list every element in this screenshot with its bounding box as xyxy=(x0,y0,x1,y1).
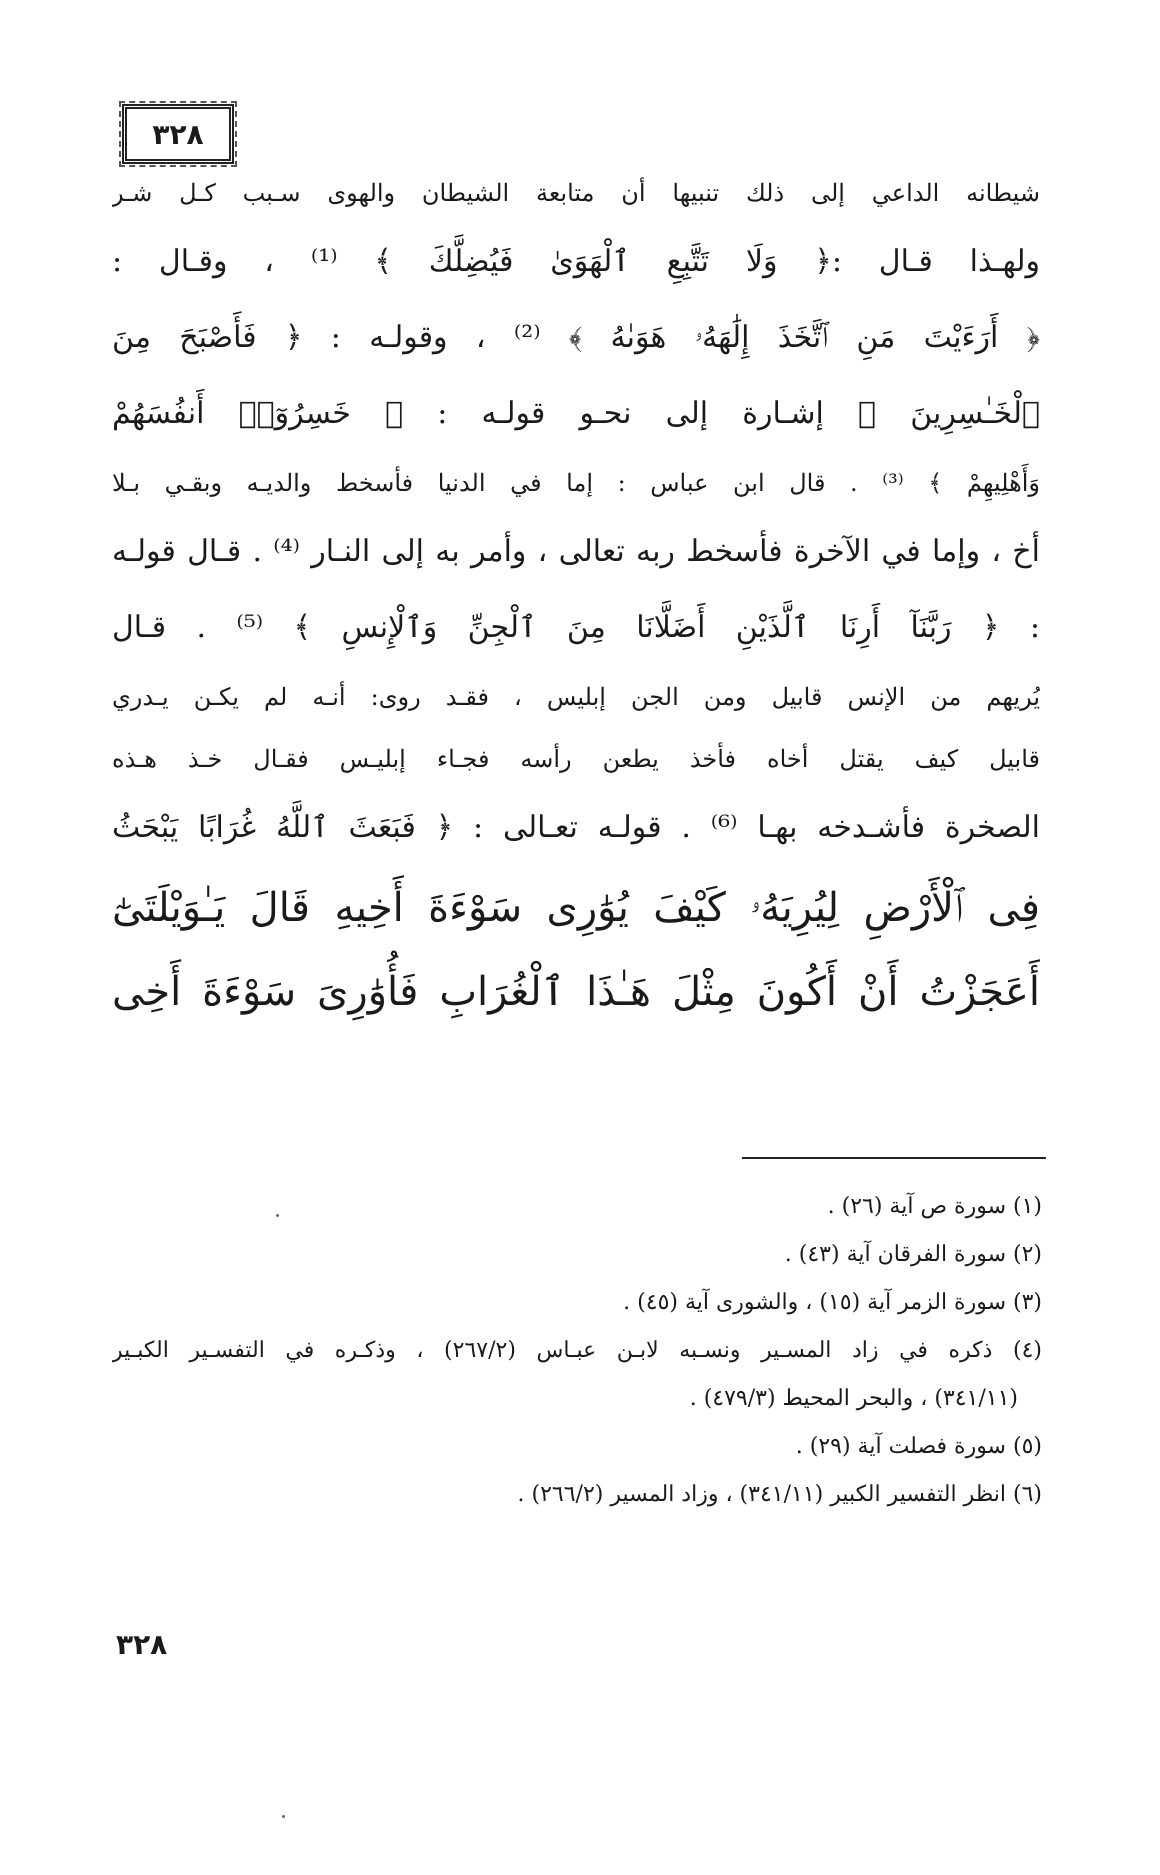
footnote-continuation: (٣٤١/١١) ، والبحر المحيط (٤٧٩/٣) . xyxy=(689,1386,1018,1411)
text-line: شيطانه الداعي إلى ذلك تنبيها أن متابعة الشيطان والهوى سـبب كـل شـر xyxy=(112,179,1040,207)
footnote: (٢) سورة الفرقان آية (٤٣) . xyxy=(784,1242,1042,1267)
footnote: (٦) انظر التفسير الكبير (٣٤١/١١) ، وزاد المسير (٢٦٦/٢) . xyxy=(517,1482,1042,1507)
text-line: يُريهم من الإنس قابيل ومن الجن إبليس ، فقـد روى: أنـه لم يكـن يـدري xyxy=(112,683,1040,711)
text-line: الصخرة فأشـدخه بهـا ⁽⁶⁾ . قولـه تعـالى : ﴿ فَبَعَثَ ٱللَّهُ غُرَابًا يَبْحَثُ xyxy=(112,810,1040,845)
page-number-box: ٣٢٨ xyxy=(122,104,234,164)
text-line: ٱلْخَـٰسِرِينَ ﴾ إشـارة إلى نحـو قولـه : ﴿ خَسِرُوٓا۟ أَنفُسَهُمْ xyxy=(112,396,1040,431)
footnotes xyxy=(112,1183,1042,1519)
footnote: (٤) ذكره في زاد المسـير ونسـبه لابـن عبـاس (٢٦٧/٢) ، وذكـره في التفسـير الكبـير xyxy=(112,1338,1042,1363)
text-line: قابيل كيف يقتل أخاه فأخذ يطعن رأسه فجـاء إبليـس فقـال خـذ هـذه xyxy=(112,745,1040,773)
footnote: (١) سورة ص آية (٢٦) . xyxy=(827,1194,1042,1219)
text-line: وَأَهْلِيهِمْ ﴾ ⁽³⁾ . قال ابن عباس : إما في الدنيا فأسخط والديـه وبقـي بـلا xyxy=(112,469,1040,497)
quran-verse-line: فِى ٱلْأَرْضِ لِيُرِيَهُۥ كَيْفَ يُوَٰرِى سَوْءَةَ أَخِيهِ قَالَ يَـٰوَيْلَتَىٰٓ xyxy=(112,885,1040,931)
footnote-separator xyxy=(742,1157,1046,1159)
quran-verse-line: أَعَجَزْتُ أَنْ أَكُونَ مِثْلَ هَـٰذَا ٱلْغُرَابِ فَأُوَٰرِىَ سَوْءَةَ أَخِى xyxy=(112,969,1040,1015)
footer-page-number: ٣٢٨ xyxy=(116,1628,168,1661)
text-line: أخ ، وإما في الآخرة فأسخط ربه تعالى ، وأمر به إلى النـار ⁽⁴⁾ . قـال قولـه xyxy=(112,534,1040,569)
scan-speck xyxy=(282,1815,285,1818)
text-line: ﴿ أَرَءَيْتَ مَنِ ٱتَّخَذَ إِلَٰهَهُۥ هَوَىٰهُ ﴾ ⁽²⁾ ، وقولـه : ﴿ فَأَصْبَحَ مِنَ xyxy=(112,320,1040,355)
main-text xyxy=(112,162,1040,1034)
text-line: : ﴿ رَبَّنَآ أَرِنَا ٱلَّذَيْنِ أَضَلَّانَا مِنَ ٱلْجِنِّ وَٱلْإِنسِ ﴾ ⁽⁵⁾ . قـال xyxy=(112,610,1040,645)
scan-speck xyxy=(276,1214,279,1217)
footnote: (٣) سورة الزمر آية (١٥) ، والشورى آية (٤٥) . xyxy=(623,1290,1042,1315)
footnote: (٥) سورة فصلت آية (٢٩) . xyxy=(795,1434,1042,1459)
text-line: ولهـذا قـال :﴿ وَلَا تَتَّبِعِ ٱلْهَوَىٰ فَيُضِلَّكَ ﴾ ⁽¹⁾ ، وقـال : xyxy=(112,244,1040,279)
